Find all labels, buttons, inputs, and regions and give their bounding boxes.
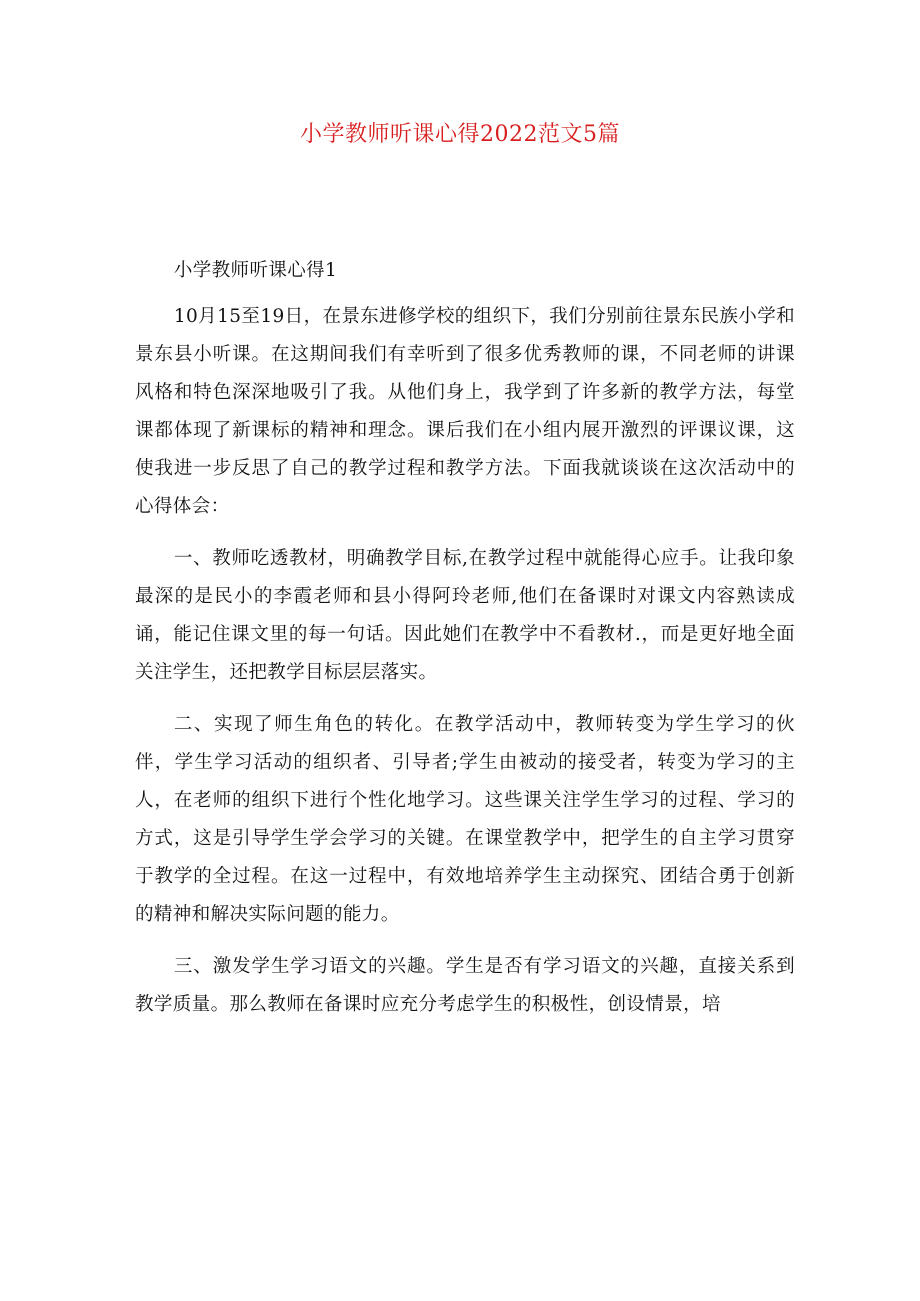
document-body <box>135 252 795 1038</box>
body-paragraph: 一、教师吃透教材，明确教学目标,在教学过程中就能得心应手。让我印象最深的是民小的李霞老师和县小得阿玲老师,他们在备课时对课文内容熟读成诵，能记住课文里的每一句话。因此她们在教学中不看教材.，而是更好地全面关注学生，还把教学目标层层落实。 <box>135 548 795 683</box>
body-paragraph: 二、实现了师生角色的转化。在教学活动中，教师转变为学生学习的伙伴，学生学习活动的组织者、引导者;学生由被动的接受者，转变为学习的主人，在老师的组织下进行个性化地学习。这些课关注学生学习的过程、学习的方式，这是引导学生学会学习的关键。在课堂教学中，把学生的自主学习贯穿于教学的全过程。在这一过程中，有效地培养学生主动探究、团结合勇于创新的精神和解决实际问题的能力。 <box>135 714 795 925</box>
document-title: 小学教师听课心得2022范文5篇 <box>300 122 620 147</box>
body-paragraph: 三、激发学生学习语文的兴趣。学生是否有学习语文的兴趣，直接关系到教学质量。那么教师在备课时应充分考虑学生的积极性，创设情景，培 <box>135 956 795 1015</box>
body-paragraph: 10月15至19日，在景东进修学校的组织下，我们分别前往景东民族小学和景东县小听课。在这期间我们有幸听到了很多优秀教师的课，不同老师的讲课风格和特色深深地吸引了我。从他们身上，我学到了许多新的教学方法，每堂课都体现了新课标的精神和理念。课后我们在小组内展开激烈的评课议课，这使我进一步反思了自己的教学过程和教学方法。下面我就谈谈在这次活动中的心得体会： <box>135 306 795 517</box>
section-heading: 小学教师听课心得1 <box>173 260 338 281</box>
